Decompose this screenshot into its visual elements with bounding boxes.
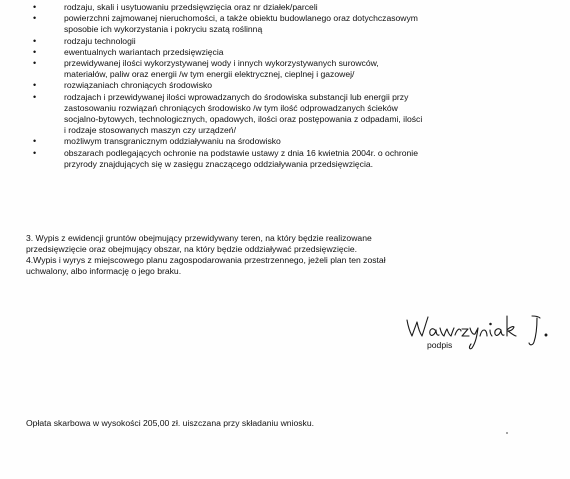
spatial-plan-extract-paragraph: 4.Wypis i wyrys z miejscowego planu zagospodarowania przestrzennego, jeżeli plan ten został uchwalony, albo informację o jego braku. bbox=[26, 255, 386, 277]
bullet-icon: • bbox=[33, 2, 37, 12]
list-item-text: powierzchni zajmowanej nieruchomości, a także obiektu budowlanego oraz dotychczasowym sposobie ich wykorzystania i pokryciu szatą roślinną bbox=[64, 13, 418, 35]
list-item bbox=[30, 47, 560, 58]
list-item-text: ewentualnych wariantach przedsięwzięcia bbox=[64, 46, 224, 57]
list-item-text: możliwym transgranicznym oddziaływaniu na środowisko bbox=[64, 136, 281, 147]
scan-speck bbox=[506, 432, 508, 434]
list-item-text: obszarach podlegających ochronie na podstawie ustawy z dnia 16 kwietnia 2004r. o ochronie przyrody znajdujących się w zasięgu znaczącego oddziaływania przedsięwzięcia. bbox=[64, 147, 419, 169]
bullet-icon: • bbox=[33, 35, 37, 46]
bullet-icon: • bbox=[33, 80, 37, 91]
signature-label: podpis bbox=[427, 340, 453, 350]
bullet-icon: • bbox=[33, 91, 37, 102]
list-item bbox=[30, 13, 560, 35]
requirements-list bbox=[30, 2, 560, 170]
list-item bbox=[30, 58, 560, 80]
list-item bbox=[30, 136, 560, 147]
list-item-text: rozwiązaniach chroniących środowisko bbox=[64, 80, 213, 91]
list-item bbox=[30, 148, 560, 170]
list-item-text: przewidywanej ilości wykorzystywanej wody i innych wykorzystywanych surowców, materiałów, paliw oraz energii /w tym energii elektrycznej, cieplnej i gazowej/ bbox=[64, 58, 379, 80]
stamp-duty-note: Opłata skarbowa w wysokości 205,00 zł. uiszczana przy składaniu wniosku. bbox=[26, 418, 315, 428]
bullet-icon: • bbox=[33, 136, 37, 147]
list-item bbox=[30, 92, 560, 137]
list-item bbox=[30, 80, 560, 91]
list-item bbox=[30, 36, 560, 47]
list-item bbox=[30, 2, 560, 13]
bullet-icon: • bbox=[33, 58, 37, 69]
list-item-text: rodzajach i przewidywanej ilości wprowadzanych do środowiska substancji lub energii przy zastosowaniu rozwiązań chroniących środowisko /w tym ilość odprowadzanych ścieków socjalno-bytowych, technologicznych, opadowych, ilości oraz postępowania z odpadami, ilości i rodzaje stosowanych maszyn czy urządzeń/ bbox=[64, 91, 423, 136]
bullet-icon: • bbox=[33, 147, 37, 158]
list-item-text: rodzaju, skali i usytuowaniu przedsięwzięcia oraz nr działek/parceli bbox=[64, 2, 318, 12]
list-item-text: rodzaju technologii bbox=[64, 35, 136, 46]
bullet-icon: • bbox=[33, 46, 37, 57]
bullet-icon: • bbox=[33, 13, 37, 24]
land-register-extract-paragraph: 3. Wypis z ewidencji gruntów obejmujący przewidywany teren, na który będzie realizowane przedsięwzięcie oraz obejmujący obszar, na który będzie oddziaływać przedsięwzięcie. bbox=[26, 233, 372, 255]
